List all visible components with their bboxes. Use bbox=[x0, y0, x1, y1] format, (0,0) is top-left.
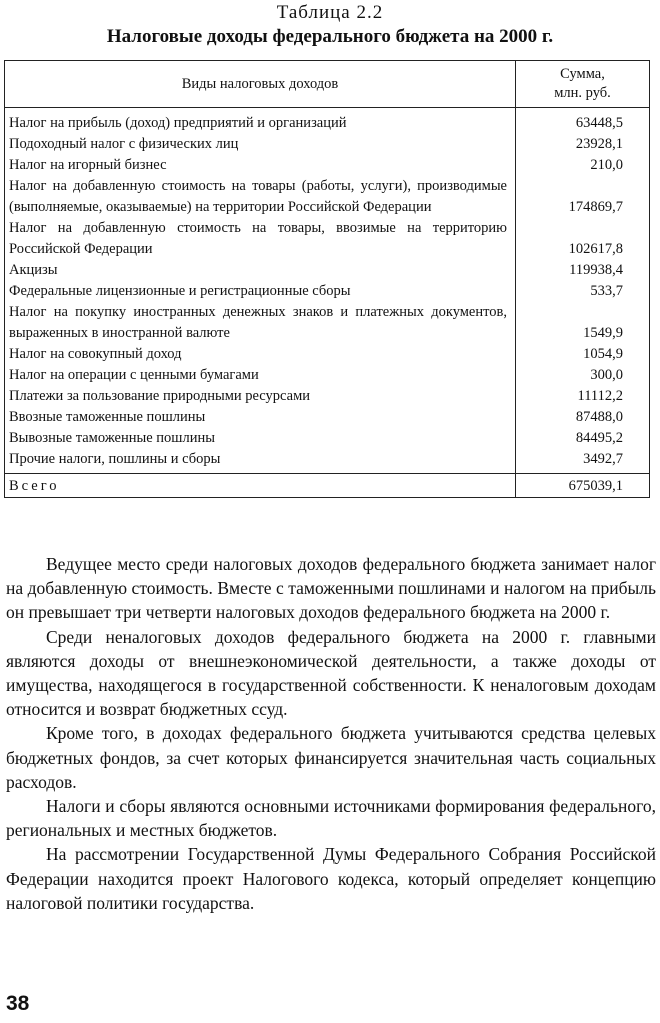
total-row bbox=[5, 474, 650, 498]
table-header-row bbox=[5, 61, 650, 108]
row-name: Акцизы bbox=[5, 260, 516, 281]
row-value: 11112,2 bbox=[516, 386, 650, 407]
table-row bbox=[5, 302, 650, 344]
table-row bbox=[5, 428, 650, 449]
row-value: 23928,1 bbox=[516, 134, 650, 155]
paragraph: Кроме того, в доходах федерального бюджета учитываются средства целевых бюджетных фондов, за счет которых финансируется значительная часть социальных расходов. bbox=[6, 723, 656, 792]
row-name: Прочие налоги, пошлины и сборы bbox=[5, 449, 516, 474]
paragraph: Среди неналоговых доходов федерального бюджета на 2000 г. главными являются доходы от внешнеэкономической деятельности, а также доходы от имущества, находящегося в государственной собственности. К неналоговым доходам относится и возврат бюджетных ссуд. bbox=[6, 626, 656, 720]
paragraph: Налоги и сборы являются основными источниками формирования федерального, региональных и местных бюджетов. bbox=[6, 796, 656, 841]
table-row bbox=[5, 108, 650, 135]
table-row bbox=[5, 176, 650, 218]
table-row bbox=[5, 344, 650, 365]
row-name: Подоходный налог с физических лиц bbox=[5, 134, 516, 155]
table-row bbox=[5, 386, 650, 407]
row-name: Вывозные таможенные пошлины bbox=[5, 428, 516, 449]
row-value: 119938,4 bbox=[516, 260, 650, 281]
table-row bbox=[5, 407, 650, 428]
total-label: Всего bbox=[5, 474, 516, 498]
row-name: Федеральные лицензионные и регистрационные сборы bbox=[5, 281, 516, 302]
body-text bbox=[6, 552, 656, 915]
row-value: 87488,0 bbox=[516, 407, 650, 428]
row-name: Ввозные таможенные пошлины bbox=[5, 407, 516, 428]
row-value: 1054,9 bbox=[516, 344, 650, 365]
row-name: Налог на совокупный доход bbox=[5, 344, 516, 365]
row-value: 84495,2 bbox=[516, 428, 650, 449]
header-amount-line1: Сумма, bbox=[560, 66, 605, 82]
row-value: 300,0 bbox=[516, 365, 650, 386]
header-amount-line2: млн. руб. bbox=[554, 85, 611, 101]
header-revenue-type: Виды налоговых доходов bbox=[5, 61, 516, 108]
row-value: 210,0 bbox=[516, 155, 650, 176]
table-row bbox=[5, 134, 650, 155]
table-row bbox=[5, 365, 650, 386]
total-value: 675039,1 bbox=[516, 474, 650, 498]
table-row bbox=[5, 449, 650, 474]
table-row bbox=[5, 155, 650, 176]
row-name: Платежи за пользование природными ресурсами bbox=[5, 386, 516, 407]
page-number: 38 bbox=[6, 992, 30, 1015]
table-title: Налоговые доходы федерального бюджета на 2000 г. bbox=[106, 26, 554, 47]
paragraph: На рассмотрении Государственной Думы Федерального Собрания Российской Федерации находится проект Налогового кодекса, который определяет концепцию налоговой политики государства. bbox=[6, 844, 656, 913]
row-value: 533,7 bbox=[516, 281, 650, 302]
row-value: 102617,8 bbox=[516, 218, 650, 260]
table-row bbox=[5, 218, 650, 260]
tax-revenue-table bbox=[4, 60, 650, 498]
table-row bbox=[5, 260, 650, 281]
row-name: Налог на добавленную стоимость на товары (работы, услуги), производимые (выполняемые, оказываемые) на территории Российской Федерации bbox=[5, 176, 516, 218]
row-name: Налог на игорный бизнес bbox=[5, 155, 516, 176]
table-row bbox=[5, 281, 650, 302]
row-name: Налог на операции с ценными бумагами bbox=[5, 365, 516, 386]
row-name: Налог на прибыль (доход) предприятий и организаций bbox=[5, 108, 516, 135]
row-value: 174869,7 bbox=[516, 176, 650, 218]
row-value: 1549,9 bbox=[516, 302, 650, 344]
row-value: 63448,5 bbox=[516, 108, 650, 135]
table-number: Таблица 2.2 bbox=[276, 2, 384, 23]
paragraph: Ведущее место среди налоговых доходов федерального бюджета занимает налог на добавленную стоимость. Вместе с таможенными пошлинами и налогом на прибыль он превышает три четверти налоговых доходов федерального бюджета на 2000 г. bbox=[6, 554, 656, 623]
row-value: 3492,7 bbox=[516, 449, 650, 474]
row-name: Налог на покупку иностранных денежных знаков и платежных документов, выраженных в иностранной валюте bbox=[5, 302, 516, 344]
row-name: Налог на добавленную стоимость на товары, ввозимые на территорию Российской Федерации bbox=[5, 218, 516, 260]
header-amount bbox=[516, 61, 650, 108]
